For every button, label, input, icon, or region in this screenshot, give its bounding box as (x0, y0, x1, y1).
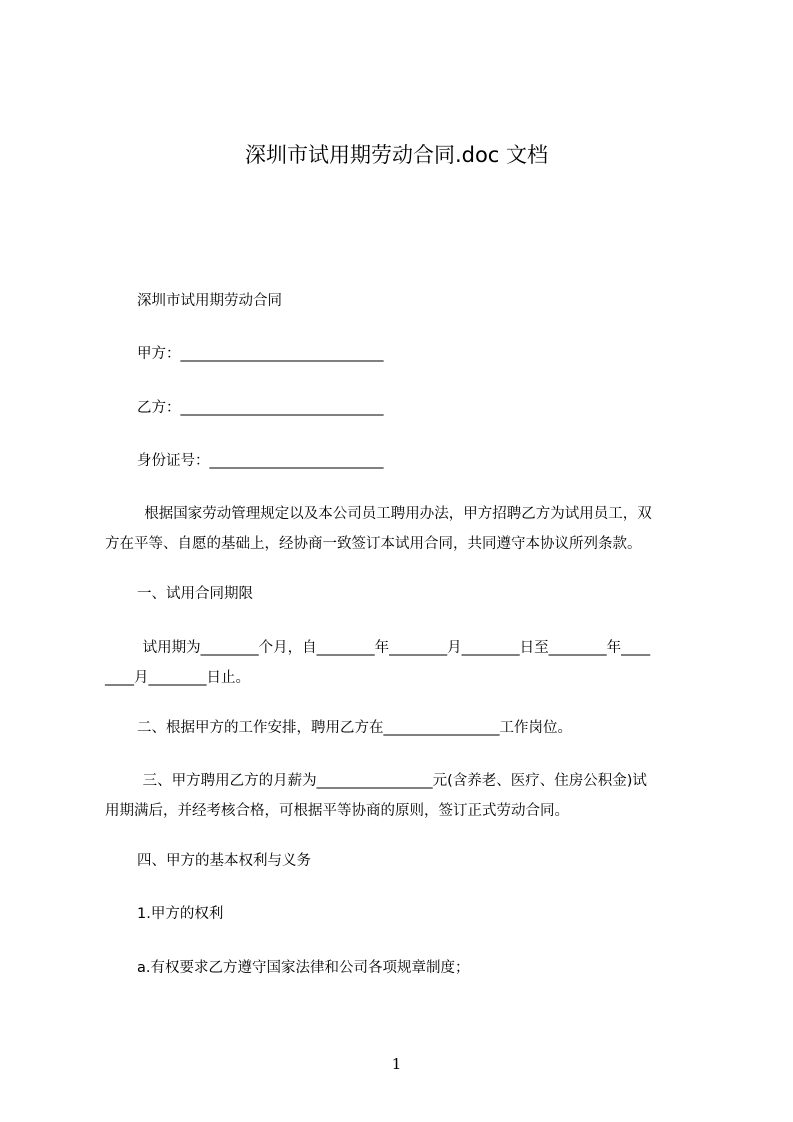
page-number: 1 (391, 1055, 402, 1073)
section-1-title: 一、试用合同期限 (137, 586, 253, 602)
contract-heading: 深圳市试用期劳动合同 (137, 293, 282, 309)
intro-paragraph (105, 499, 701, 559)
section-3-line-2: 用期满后，并经考核合格，可根据平等协商的原则，签订正式劳动合同。 (105, 803, 569, 819)
section-1-paragraph (105, 633, 701, 693)
section-1-line-2: ____月________日止。 (105, 670, 250, 686)
party-b-field: 乙方：____________________________ (137, 400, 384, 416)
section-3-paragraph (105, 766, 701, 826)
section-2-paragraph: 二、根据甲方的工作安排，聘用乙方在________________工作岗位。 (137, 720, 572, 736)
party-a-field: 甲方：____________________________ (137, 346, 384, 362)
id-number-field: 身份证号：________________________ (137, 453, 384, 469)
intro-line-1: 根据国家劳动管理规定以及本公司员工聘用办法，甲方招聘乙方为试用员工，双 (135, 506, 652, 522)
section-1-line-1: 试用期为________个月，自________年________月________日至________年____ (138, 640, 651, 656)
document-title: 深圳市试用期劳动合同.doc 文档 (244, 143, 549, 167)
section-3-line-1: 三、甲方聘用乙方的月薪为________________元(含养老、医疗、住房公积金)试 (138, 773, 647, 789)
section-4-item-a: a.有权要求乙方遵守国家法律和公司各项规章制度； (137, 960, 470, 976)
intro-line-2: 方在平等、自愿的基础上，经协商一致签订本试用合同，共同遵守本协议所列条款。 (105, 536, 642, 552)
section-4-title: 四、甲方的基本权利与义务 (137, 853, 311, 869)
section-4-subheading: 1.甲方的权利 (137, 906, 224, 922)
